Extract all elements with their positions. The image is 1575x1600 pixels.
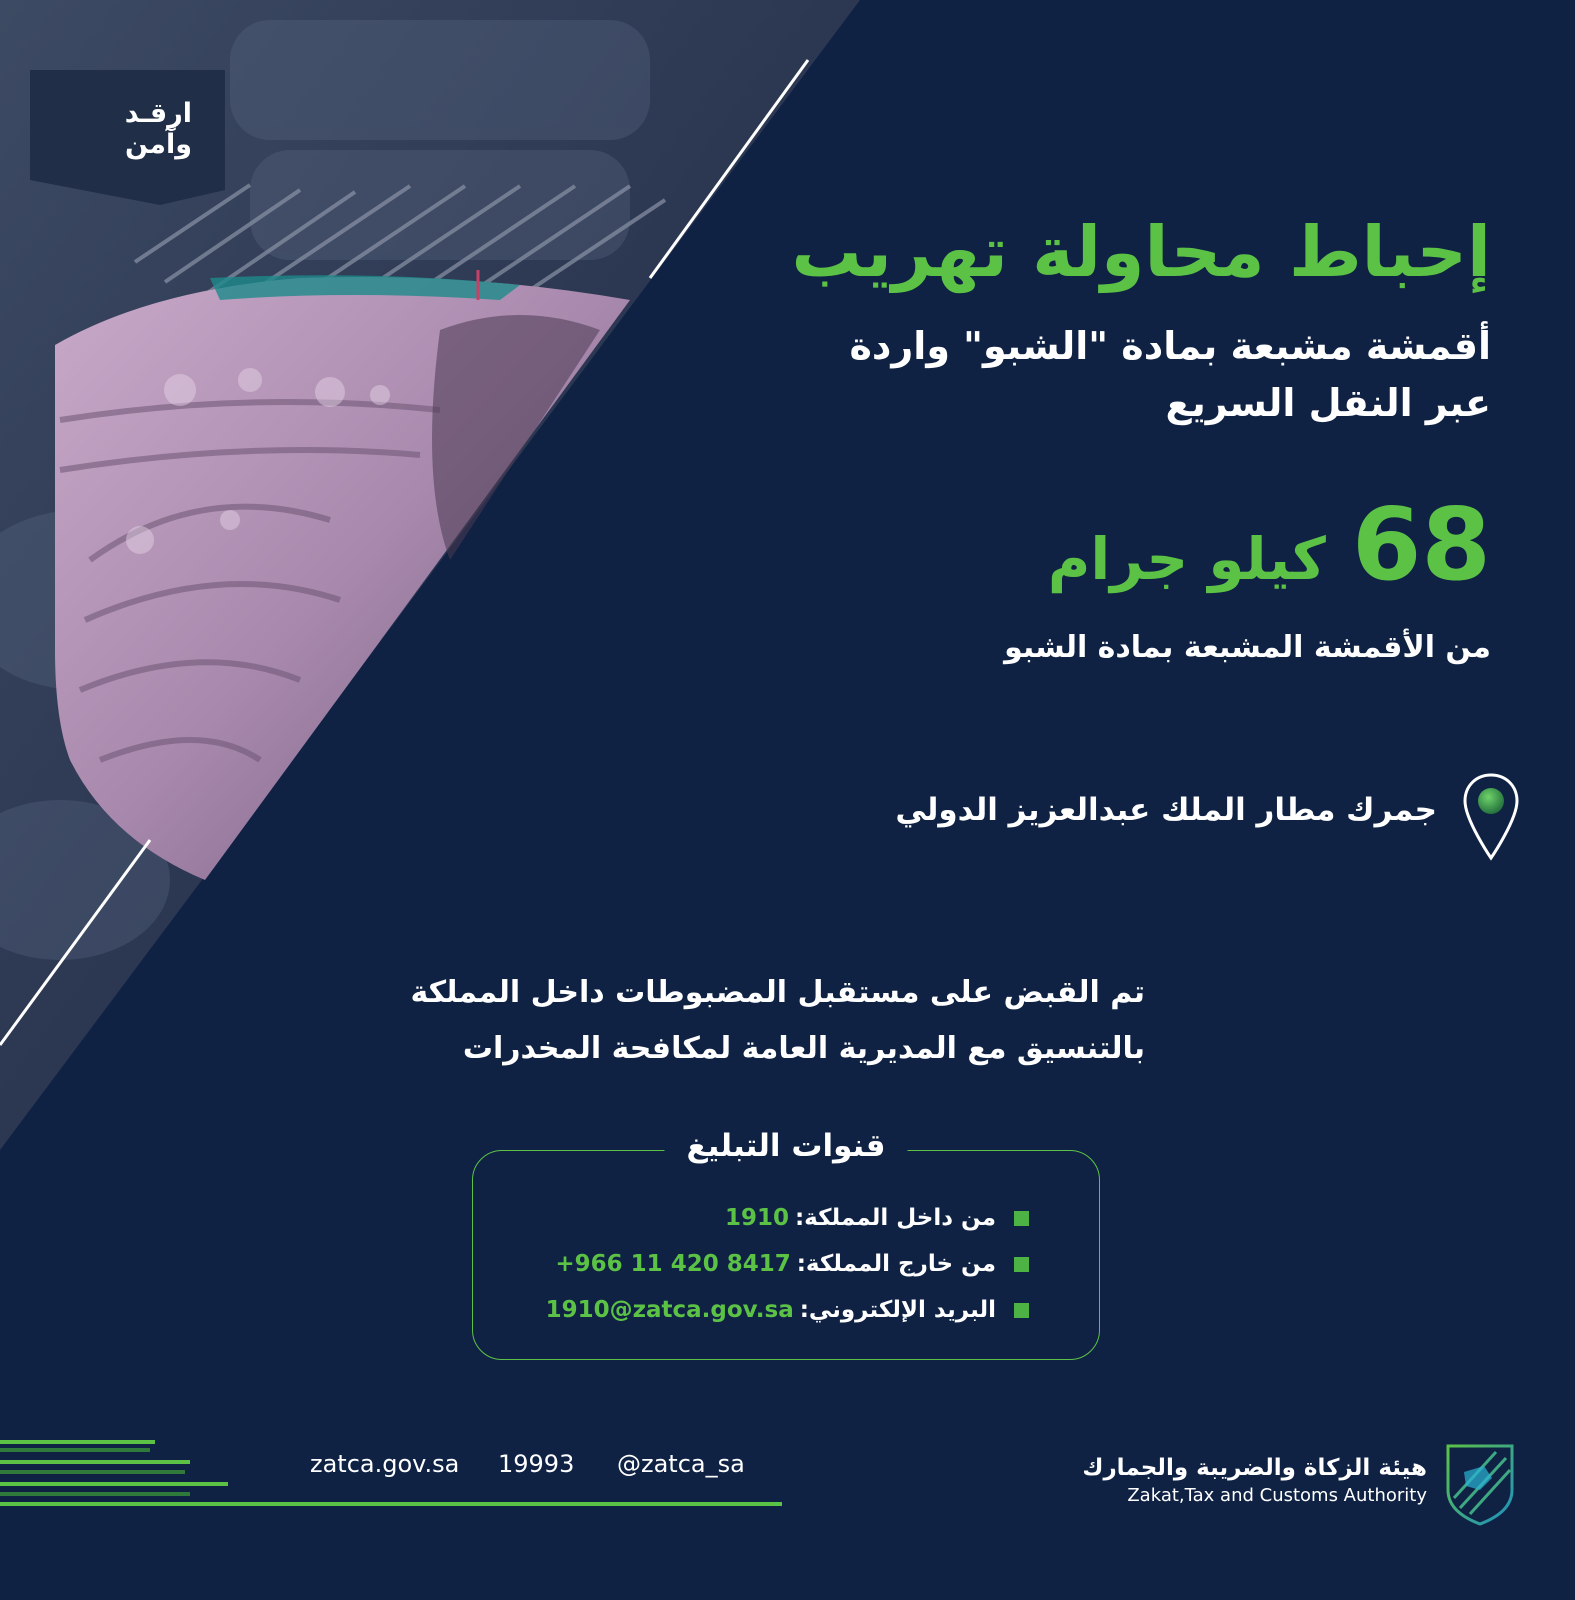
arrest-statement — [365, 965, 1145, 1076]
subheadline-line-2: عبر النقل السريع — [1165, 381, 1491, 425]
footer-social-handle[interactable]: @zatca_sa — [617, 1450, 745, 1478]
report-channels-box — [472, 1128, 1100, 1360]
statement-line-2: بالتنسيق مع المديرية العامة لمكافحة المخدرات — [462, 1030, 1145, 1066]
channel-phone-international[interactable]: +966 11 420 8417 — [555, 1251, 791, 1277]
campaign-badge — [82, 98, 192, 160]
footer-phone[interactable]: 19993 — [498, 1450, 575, 1478]
channel-email-link[interactable]: 1910@zatca.gov.sa — [545, 1297, 794, 1323]
location-pin-icon — [1462, 772, 1520, 862]
report-channel-domestic — [509, 1195, 1029, 1241]
footer-links — [300, 1450, 760, 1490]
bullet-icon — [1014, 1257, 1029, 1272]
stat-description: من الأقمشة المشبعة بمادة الشبو — [1004, 630, 1491, 665]
subheadline-line-1: أقمشة مشبعة بمادة "الشبو" واردة — [849, 324, 1491, 368]
headline: إحباط محاولة تهريب — [791, 211, 1491, 293]
bullet-icon — [1014, 1303, 1029, 1318]
location-text: جمرك مطار الملك عبدالعزيز الدولي — [895, 792, 1437, 828]
footer-website-link[interactable]: zatca.gov.sa — [310, 1450, 460, 1478]
stat-value: 68 — [1351, 486, 1491, 603]
channel-label: من داخل المملكة: — [794, 1205, 996, 1231]
report-channel-international — [509, 1241, 1029, 1287]
report-channels-list — [509, 1195, 1029, 1333]
organization-name — [907, 1455, 1427, 1506]
organization-name-english: Zakat,Tax and Customs Authority — [1127, 1485, 1427, 1506]
stat-unit: كيلو جرام — [1047, 525, 1326, 593]
zatca-logo-icon — [1440, 1438, 1520, 1528]
report-channel-email — [509, 1287, 1029, 1333]
channel-phone-domestic[interactable]: 1910 — [724, 1205, 789, 1231]
badge-line-1: ارقـد — [124, 98, 192, 129]
statement-line-1: تم القبض على مستقبل المضبوطات داخل المملكة — [410, 975, 1145, 1010]
seizure-stat — [791, 486, 1491, 603]
bullet-icon — [1014, 1211, 1029, 1226]
organization-name-arabic: هيئة الزكاة والضريبة والجمارك — [1082, 1455, 1427, 1481]
channel-label: من خارج المملكة: — [796, 1251, 996, 1277]
badge-line-2: وآمن — [124, 129, 192, 161]
report-channels-title: قنوات التبليغ — [664, 1128, 907, 1164]
subheadline — [731, 318, 1491, 432]
channel-label: البريد الإلكتروني: — [799, 1297, 996, 1323]
